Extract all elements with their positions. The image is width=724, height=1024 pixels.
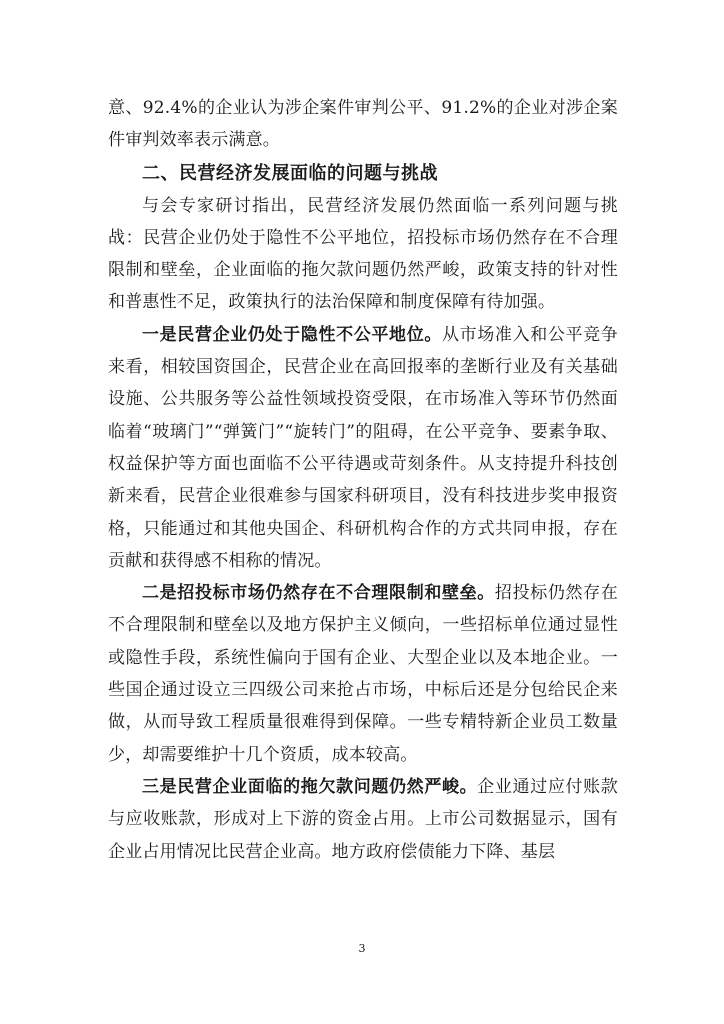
point-2-body: 招投标仍然存在不合理限制和壁垒以及地方保护主义倾向，一些招标单位通过显性或隐性手段，系统性偏向于国有企业、大型企业以及本地企业。一些国企通过设立三四级公司来抢占市场，中标后还是分包给民企来做，从而导致工程质量很难得到保障。一些专精特新企业员工数量少，却需要维护十几个资质，成本较高。	[108, 583, 618, 765]
section-heading: 二、民营经济发展面临的问题与挑战	[142, 162, 438, 184]
point-3-body: 企业通过应付账款与应收账款，形成对上下游的资金占用。上市公司数据显示，国有企业占用情况比民营企业高。地方政府偿债能力下降、基层	[108, 776, 618, 862]
paragraph-intro: 与会专家研讨指出，民营经济发展仍然面临一系列问题与挑战：民营企业仍处于隐性不公平地位，招投标市场仍然存在不合理限制和壁垒，企业面临的拖欠款问题仍然严峻，政策支持的针对性和普惠性不足，政策执行的法治保障和制度保障有待加强。	[108, 195, 618, 313]
paragraph-point-1	[108, 319, 618, 577]
paragraph-point-3	[108, 771, 618, 868]
point-1-body: 从市场准入和公平竞争来看，相较国资国企，民营企业在高回报率的垄断行业及有关基础设施、公共服务等公益性领域投资受限，在市场准入等环节仍然面临着“玻璃门”“弹簧门”“旋转门”的阻碍，在公平竞争、要素争取、权益保护等方面也面临不公平待遇或苛刻条件。从支持提升科技创新来看，民营企业很难参与国家科研项目，没有科技进步奖申报资格，只能通过和其他央国企、科研机构合作的方式共同申报，存在贡献和获得感不相称的情况。	[108, 324, 618, 571]
page-number: 3	[358, 942, 366, 955]
point-3-lead: 三是民营企业面临的拖欠款问题仍然严峻。	[142, 776, 478, 797]
paragraph-continued: 意、92.4%的企业认为涉企案件审判公平、91.2%的企业对涉企案件审判效率表示满意。	[108, 98, 618, 151]
point-2-lead: 二是招投标市场仍然存在不合理限制和壁垒。	[142, 583, 495, 604]
point-1-lead: 一是民营企业仍处于隐性不公平地位。	[142, 324, 442, 345]
document-page	[108, 92, 618, 868]
paragraph-point-2	[108, 577, 618, 771]
